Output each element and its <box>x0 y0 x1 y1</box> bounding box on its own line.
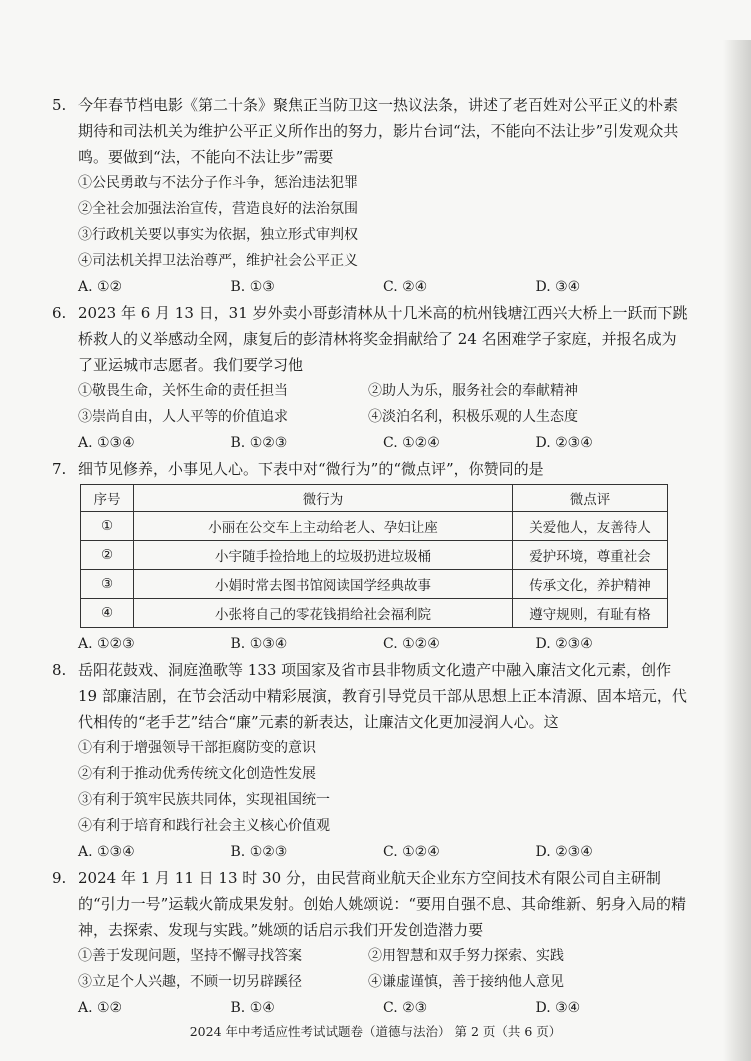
answer-choices <box>78 274 688 300</box>
choice-d: D. ②③④ <box>535 636 593 652</box>
option-2: ②全社会加强法治宣传，营造良好的法治氛围 <box>78 201 358 217</box>
choice-a: A. ①② <box>78 279 123 295</box>
option-2: ②用智慧和双手努力探索、实践 <box>368 948 564 964</box>
option-3: ③崇尚自由，人人平等的价值追求 <box>78 409 288 425</box>
option-3: ③立足个人兴趣，不顾一切另辟蹊径 <box>78 974 302 990</box>
row-behavior: 小娟时常去图书馆阅读国学经典故事 <box>134 570 513 599</box>
table-row <box>81 570 668 599</box>
row-comment: 关爱他人，友善待人 <box>513 512 668 541</box>
row-comment: 爱护环境，尊重社会 <box>513 541 668 570</box>
question-number: 6. <box>52 304 67 322</box>
choice-d: D. ②③④ <box>535 435 593 451</box>
choice-b: B. ①③ <box>230 279 275 295</box>
option-4: ④谦虚谨慎，善于接纳他人意见 <box>368 974 564 990</box>
question-number: 5. <box>52 96 67 114</box>
table-row <box>81 541 668 570</box>
option-row <box>78 943 688 969</box>
choice-d: D. ③④ <box>535 279 581 295</box>
header-no: 序号 <box>81 485 134 512</box>
row-no: ③ <box>81 570 134 599</box>
row-comment: 遵守规则，有耻有格 <box>513 599 668 628</box>
row-no: ① <box>81 512 134 541</box>
option-3: ③行政机关要以事实为依据，独立形式审判权 <box>78 227 358 243</box>
choice-d: D. ③④ <box>535 1000 581 1016</box>
choice-b: B. ①②③ <box>230 435 288 451</box>
table-row <box>81 599 668 628</box>
option-2: ②助人为乐，服务社会的奉献精神 <box>368 383 578 399</box>
option-1: ①敬畏生命，关怀生命的责任担当 <box>78 383 288 399</box>
behavior-table <box>80 484 668 628</box>
question-7 <box>52 456 688 657</box>
option-1: ①有利于增强领导干部拒腐防变的意识 <box>78 740 316 756</box>
option-4: ④司法机关捍卫法治尊严，维护社会公平正义 <box>78 253 358 269</box>
option-row <box>78 969 688 995</box>
option-3: ③有利于筑牢民族共同体，实现祖国统一 <box>78 792 330 808</box>
question-number: 8. <box>52 661 67 679</box>
choice-c: C. ①②④ <box>383 435 440 451</box>
row-no: ④ <box>81 599 134 628</box>
table-header <box>81 485 668 512</box>
choice-c: C. ②④ <box>383 279 428 295</box>
answer-choices <box>78 839 688 865</box>
page-edge-shadow <box>723 40 751 1061</box>
page-footer: 2024 年中考适应性考试试题卷（道德与法治） 第 2 页（共 6 页） <box>189 1024 562 1039</box>
header-comment: 微点评 <box>513 485 668 512</box>
choice-b: B. ①②③ <box>230 844 288 860</box>
option-4: ④有利于培育和践行社会主义核心价值观 <box>78 818 330 834</box>
question-8 <box>52 657 688 865</box>
option-4: ④淡泊名利，积极乐观的人生态度 <box>368 409 578 425</box>
row-behavior: 小宇随手捡拾地上的垃圾扔进垃圾桶 <box>134 541 513 570</box>
question-number: 7. <box>52 460 67 478</box>
question-list <box>52 92 688 1021</box>
answer-choices <box>78 430 688 456</box>
choice-a: A. ①③④ <box>78 844 135 860</box>
question-stem: 9. 2024 年 1 月 11 日 13 时 30 分，由民营商业航天企业东方空间技术有限公司自主研制的“引力一号”运载火箭成果发射。创始人姚颂说：“要用自强不息、其命维新、躬身入局的精神，去探索、发现与实践。”姚颂的话启示我们开发创造潜力要 <box>78 865 688 943</box>
row-behavior: 小丽在公交车上主动给老人、孕妇让座 <box>134 512 513 541</box>
choice-b: B. ①④ <box>230 1000 275 1016</box>
answer-choices <box>78 631 688 657</box>
table-row <box>81 512 668 541</box>
question-stem: 6. 2023 年 6 月 13 日，31 岁外卖小哥彭清林从十几米高的杭州钱塘江西兴大桥上一跃而下跳桥救人的义举感动全网，康复后的彭清林将奖金捐献给了 24 名困难学子家庭，并报名成为了亚运城市志愿者。我们要学习他 <box>78 300 688 378</box>
option-1: ①善于发现问题，坚持不懈寻找答案 <box>78 948 302 964</box>
question-stem: 8. 岳阳花鼓戏、洞庭渔歌等 133 项国家及省市县非物质文化遗产中融入廉洁文化元素，创作 19 部廉洁剧，在节会活动中精彩展演，教育引导党员干部从思想上正本清源、固本培元，代代相传的“老手艺”结合“廉”元素的新表达，让廉洁文化更加浸润人心。这 <box>78 657 688 735</box>
question-6 <box>52 300 688 456</box>
answer-choices <box>78 995 688 1021</box>
option-row <box>78 378 688 404</box>
choice-a: A. ①②③ <box>78 636 135 652</box>
question-stem: 5. 今年春节档电影《第二十条》聚焦正当防卫这一热议法条，讲述了老百姓对公平正义的朴素期待和司法机关为维护公平正义所作出的努力，影片台词“法，不能向不法让步”引发观众共鸣。要做到“法，不能向不法让步”需要 <box>78 92 688 170</box>
choice-d: D. ②③④ <box>535 844 593 860</box>
row-comment: 传承文化，养护精神 <box>513 570 668 599</box>
choice-c: C. ②③ <box>383 1000 428 1016</box>
choice-c: C. ①②④ <box>383 844 440 860</box>
choice-a: A. ①③④ <box>78 435 135 451</box>
question-stem: 7. 细节见修养，小事见人心。下表中对“微行为”的“微点评”，你赞同的是 <box>78 456 688 482</box>
choice-c: C. ①②④ <box>383 636 440 652</box>
question-9 <box>52 865 688 1021</box>
choice-b: B. ①③④ <box>230 636 288 652</box>
row-behavior: 小张将自己的零花钱捐给社会福利院 <box>134 599 513 628</box>
header-behavior: 微行为 <box>134 485 513 512</box>
choice-a: A. ①② <box>78 1000 123 1016</box>
row-no: ② <box>81 541 134 570</box>
option-row <box>78 404 688 430</box>
option-2: ②有利于推动优秀传统文化创造性发展 <box>78 766 316 782</box>
question-5 <box>52 92 688 300</box>
question-number: 9. <box>52 869 67 887</box>
option-1: ①公民勇敢与不法分子作斗争，惩治违法犯罪 <box>78 175 358 191</box>
